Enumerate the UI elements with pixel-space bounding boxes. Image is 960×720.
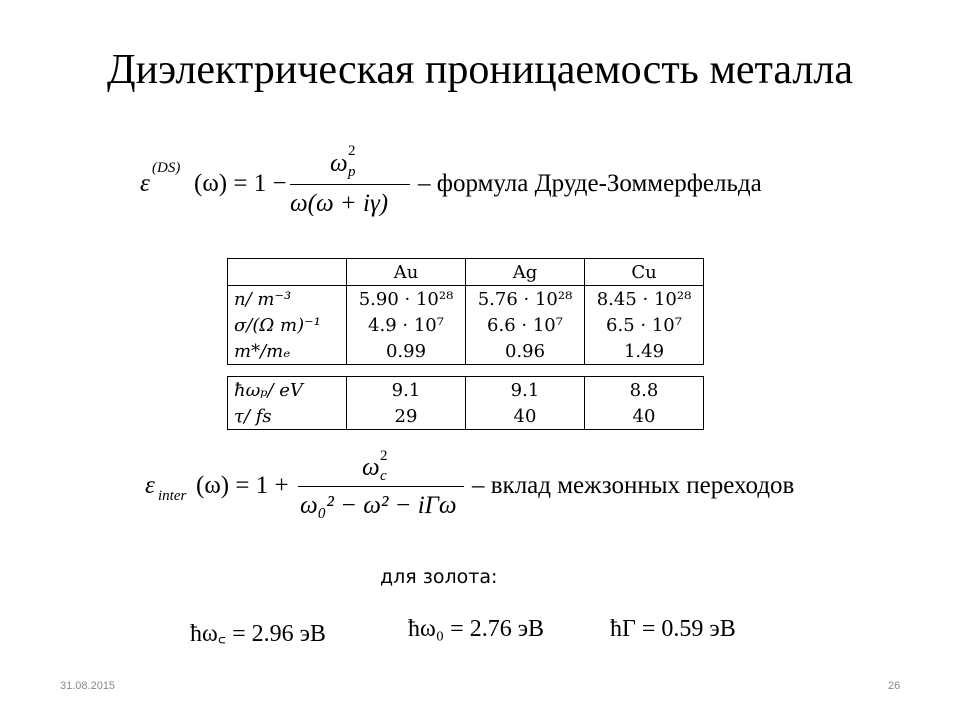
- table-row: [228, 338, 704, 365]
- table-cell: 29: [347, 403, 466, 430]
- drude-numerator: ω: [330, 150, 348, 177]
- gold-value-omega-0: ħω₀ = 2.76 эВ: [408, 616, 545, 642]
- gold-value-omega-c: ħω꜀ = 2.96 эВ: [190, 621, 326, 647]
- inter-num-sub: c: [380, 468, 387, 484]
- table-cell: 0.96: [466, 338, 585, 365]
- table-cell: 40: [466, 403, 585, 430]
- slide-page-number: 26: [888, 680, 901, 692]
- inter-caption: – вклад межзонных переходов: [472, 472, 795, 499]
- table-cell: 5.76 · 10²⁸: [466, 286, 585, 313]
- metal-params-table: [227, 258, 704, 365]
- drude-formula: [140, 140, 820, 230]
- table-row: [228, 403, 704, 430]
- inter-num-sup: 2: [380, 448, 388, 464]
- slide-date: 31.08.2015: [60, 680, 116, 692]
- table-cell: 4.9 · 10⁷: [347, 312, 466, 338]
- inter-numerator: ω: [362, 454, 380, 481]
- inter-subscript: inter: [158, 488, 187, 504]
- table-row: [228, 377, 704, 404]
- table-row: [228, 286, 704, 313]
- drude-denominator: ω(ω + iγ): [290, 190, 389, 217]
- table-cell: 40: [632, 405, 656, 427]
- inter-denominator: ω₀² − ω² − iΓω: [300, 492, 457, 519]
- table-cell: 0.99: [347, 338, 466, 365]
- header-au: Au: [347, 259, 466, 286]
- gold-note: для золота:: [380, 566, 498, 588]
- table-cell: 8.45 · 10²⁸: [596, 288, 692, 310]
- row-label: τ/ fs: [228, 403, 347, 430]
- epsilon-symbol: ε: [145, 472, 155, 499]
- ds-superscript: (DS): [152, 160, 181, 176]
- table-header-row: [228, 259, 704, 286]
- table-cell: 6.6 · 10⁷: [466, 312, 585, 338]
- plasma-params-table: [227, 376, 704, 430]
- table-cell: 8.8: [629, 379, 659, 401]
- interband-formula: [140, 448, 840, 538]
- drude-argument: (ω) = 1 −: [194, 170, 287, 197]
- table-cell: 9.1: [466, 377, 585, 404]
- table-cell: 9.1: [347, 377, 466, 404]
- slide-title: Диэлектрическая проницаемость металла: [107, 47, 853, 93]
- header-ag: Ag: [466, 259, 585, 286]
- drude-num-sub: p: [348, 164, 356, 180]
- drude-num-sup: 2: [348, 143, 356, 159]
- row-label: m*/mₑ: [228, 338, 347, 365]
- row-label: σ/(Ω m)⁻¹: [228, 312, 347, 338]
- gold-value-gamma: ħΓ = 0.59 эВ: [610, 616, 736, 642]
- row-label: ħωₚ/ eV: [228, 377, 347, 404]
- drude-fraction-bar: [290, 184, 410, 185]
- table-header-empty: [228, 259, 347, 286]
- table-cell: 1.49: [623, 340, 665, 362]
- table-row: [228, 312, 704, 338]
- drude-caption: – формула Друде-Зоммерфельда: [418, 170, 762, 197]
- inter-argument: (ω) = 1 +: [196, 472, 289, 499]
- table-cell: 5.90 · 10²⁸: [347, 286, 466, 313]
- epsilon-symbol: ε: [140, 170, 150, 197]
- table-cell: 6.5 · 10⁷: [606, 314, 682, 336]
- header-cu: Cu: [631, 261, 657, 283]
- row-label: n/ m⁻³: [228, 286, 347, 313]
- inter-fraction-bar: [298, 486, 464, 487]
